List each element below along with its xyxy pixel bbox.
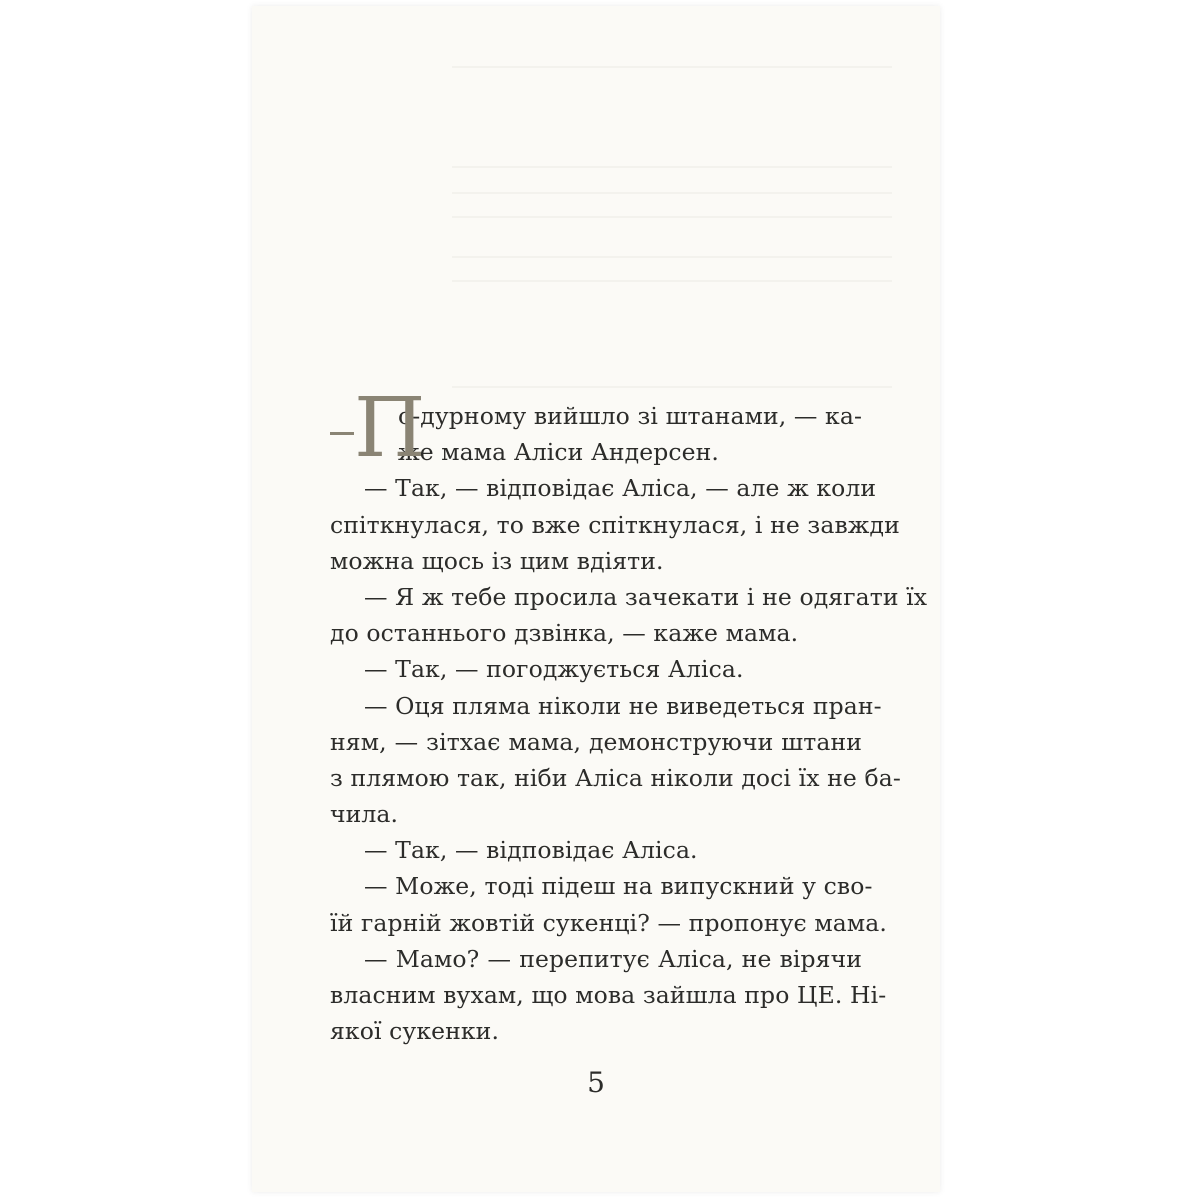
paragraph-line: з плямою так, ніби Аліса ніколи досі їх не ба- (330, 763, 901, 792)
bleed-through-line (452, 216, 892, 218)
paragraph-line: — Так, — відповідає Аліса, — але ж коли (364, 474, 877, 503)
paragraph-line: власним вухам, що мова зайшла про ЦЕ. Ні- (330, 981, 887, 1009)
bleed-through-line (452, 280, 892, 282)
paragraph-line: же мама Аліси Андерсен. (398, 438, 719, 467)
paragraph-line: до останнього дзвінка, — каже мама. (330, 619, 799, 648)
bleed-through-line (452, 66, 892, 68)
page-number: 5 (587, 1066, 605, 1099)
drop-cap-dash (330, 432, 354, 435)
paragraph-line: їй гарній жовтій сукенці? — пропонує мама. (330, 908, 887, 937)
paragraph-line: чила. (330, 800, 399, 829)
paragraph-line: ням, — зітхає мама, демонструючи штани (330, 727, 862, 756)
bleed-through-line (452, 192, 892, 194)
paragraph-line: — Я ж тебе просила зачекати і не одягати їх (364, 582, 928, 611)
paragraph-line: якої сукенки. (330, 1017, 500, 1046)
drop-cap-letter: П (354, 381, 426, 476)
paragraph-line: спіткнулася, то вже спіткнулася, і не завжди (330, 510, 900, 539)
bleed-through-line (452, 166, 892, 168)
paragraph-line: можна щось із цим вдіяти. (330, 546, 664, 575)
paragraph-line-text: о-дурному вийшло зі штанами, — ка- (398, 402, 862, 430)
bleed-through-line (452, 386, 892, 388)
paragraph-line: — Може, тоді підеш на випускний у сво- (364, 872, 873, 901)
paragraph-line: — Так, — погоджується Аліса. (364, 655, 744, 684)
bleed-through-line (452, 256, 892, 258)
paragraph-line: — Так, — відповідає Аліса. (364, 836, 698, 865)
body-text (330, 381, 928, 1049)
paragraph-line: — Оця пляма ніколи не виведеться пран- (364, 691, 882, 720)
drop-cap (330, 381, 426, 476)
paragraph-line: — Мамо? — перепитує Аліса, не вірячи (364, 944, 862, 973)
